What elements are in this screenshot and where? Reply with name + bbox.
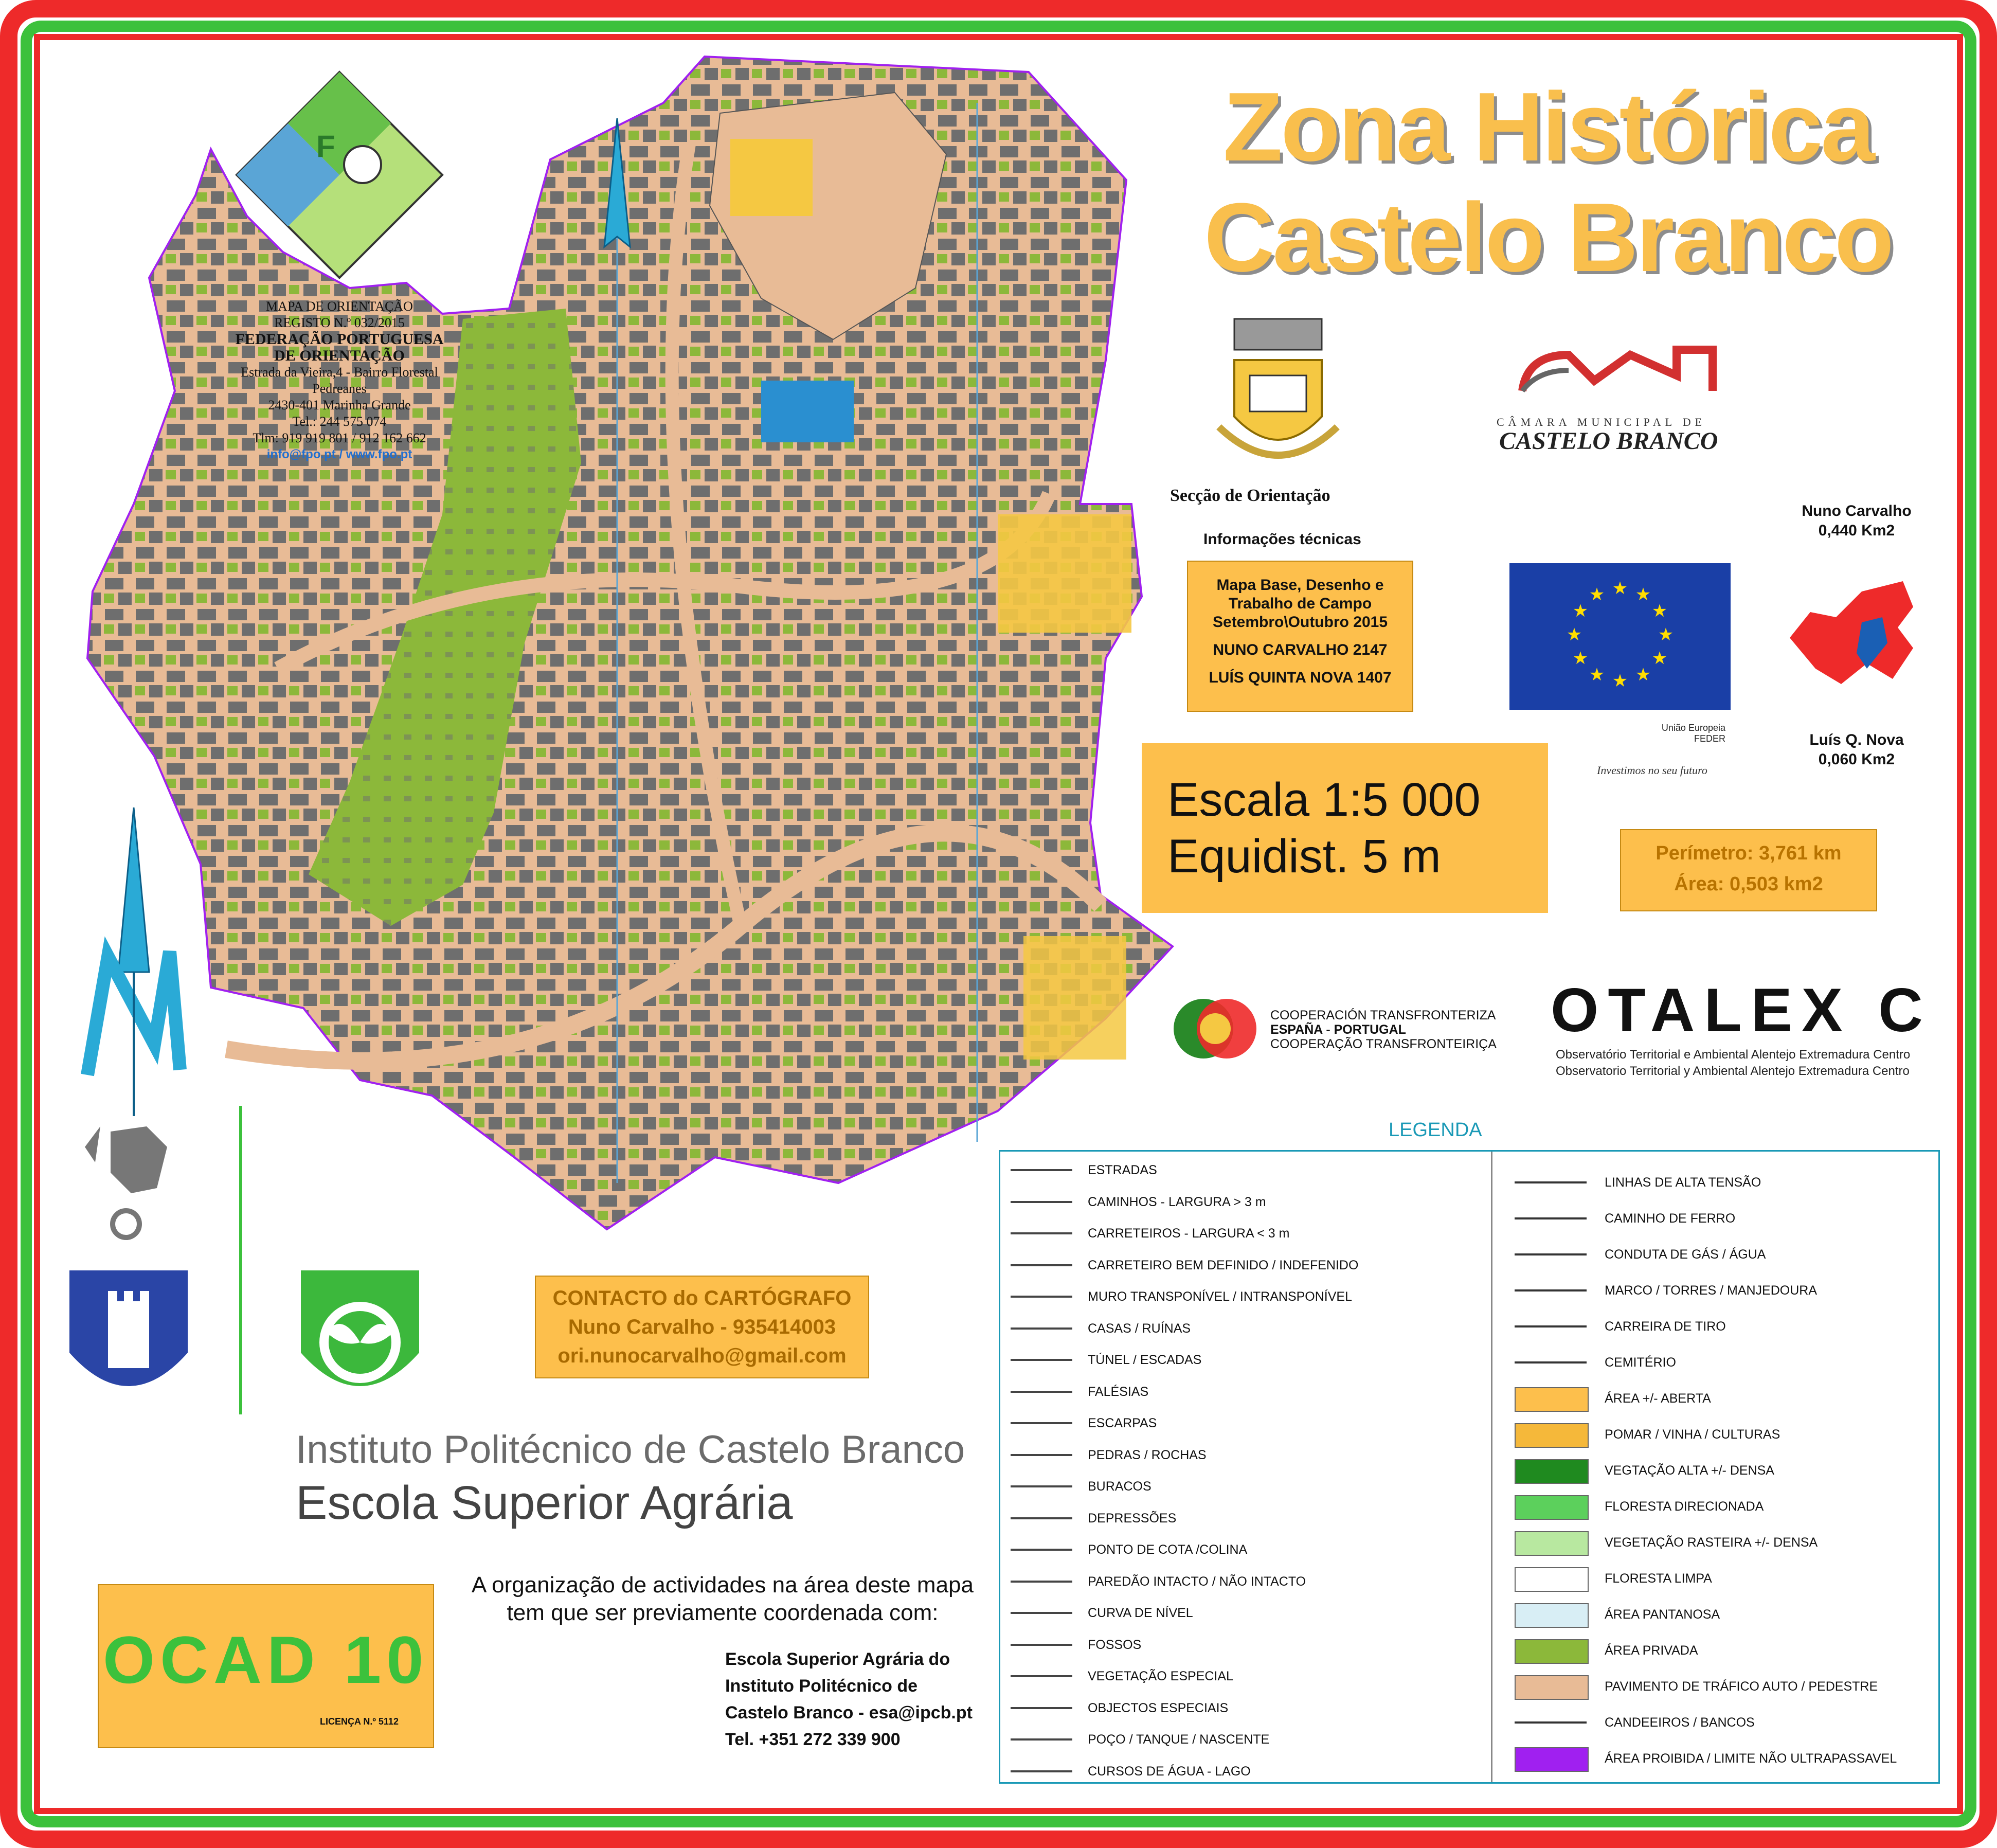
svg-text:★: ★ (1651, 648, 1668, 669)
area-author-2-value: 0,060 Km2 (1818, 751, 1895, 768)
fpo-name-1: FEDERAÇÃO PORTUGUESA (235, 331, 444, 348)
svg-text:★: ★ (1651, 601, 1668, 621)
eu-label-2: FEDER (1694, 733, 1725, 744)
eu-flag-icon (1509, 563, 1731, 710)
north-arrow-icon (77, 802, 190, 1121)
legend-symbol (1515, 1495, 1589, 1520)
title-line-2: Castelo Branco (1204, 183, 1892, 292)
esa-leaf-icon (296, 1265, 424, 1420)
contact-email[interactable]: ori.nunocarvalho@gmail.com (557, 1344, 847, 1367)
legend-item: ÁREA PROIBIDA / LIMITE NÃO ULTRAPASSAVEL (1605, 1751, 1897, 1766)
ocad-logo: OCAD 10 (103, 1622, 429, 1697)
tech-line-2: Trabalho de Campo (1228, 595, 1372, 612)
svg-text:★: ★ (1572, 601, 1589, 621)
legend-item: CONDUTA DE GÁS / ÁGUA (1605, 1247, 1766, 1262)
legend-symbol (1011, 1264, 1072, 1266)
svg-text:★: ★ (1635, 665, 1651, 685)
legend-item: CURVA DE NÍVEL (1088, 1606, 1193, 1620)
legend-item: CARREIRA DE TIRO (1605, 1319, 1726, 1334)
eu-label (1643, 723, 1725, 744)
poctep-line-2: ESPAÑA - PORTUGAL (1270, 1022, 1406, 1037)
camara-line-1: CÂMARA MUNICIPAL DE (1497, 416, 1706, 428)
org-notice-line-2: tem que ser previamente coordenada com: (507, 1600, 939, 1625)
fpo-tel: Tel.: 244 575 074 (292, 414, 387, 429)
legend-item: CANDEEIROS / BANCOS (1605, 1715, 1755, 1730)
legend-symbol (1011, 1327, 1072, 1330)
tech-line-3: Setembro\Outubro 2015 (1212, 614, 1388, 631)
contact-heading: CONTACTO do CARTÓGRAFO (552, 1287, 852, 1309)
legend-symbol (1011, 1169, 1072, 1171)
scale-label: Escala 1:5 000 (1167, 774, 1481, 826)
otalex-logo: OTALEX C (1551, 976, 1932, 1045)
legend-symbol (1515, 1217, 1587, 1219)
equidistance-label: Equidist. 5 m (1167, 830, 1441, 883)
legend-divider (1491, 1152, 1492, 1782)
legend-item: CAMINHO DE FERRO (1605, 1211, 1736, 1226)
tech-info-heading: Informações técnicas (1203, 531, 1361, 548)
legend-symbol (1515, 1747, 1589, 1772)
map-title (1157, 72, 1939, 293)
fpo-address-2: Pedreanes (312, 381, 367, 396)
tech-line-1: Mapa Base, Desenho e (1216, 577, 1384, 594)
legend-symbol (1515, 1675, 1589, 1700)
legend-symbol (1515, 1361, 1587, 1363)
yellow-block (998, 514, 1131, 633)
eu-label-1: União Europeia (1661, 723, 1725, 733)
otalex-text (1556, 1047, 1910, 1080)
legend-item: ÁREA PRIVADA (1605, 1643, 1698, 1658)
tech-author-2: LUÍS QUINTA NOVA 1407 (1209, 669, 1392, 686)
perimeter-label: Perímetro: 3,761 km (1656, 842, 1842, 864)
contact-name: Nuno Carvalho - 935414003 (568, 1316, 836, 1338)
svg-text:★: ★ (1612, 578, 1628, 599)
svg-text:★: ★ (1572, 648, 1589, 669)
plaza (1023, 936, 1126, 1060)
legend-item: POMAR / VINHA / CULTURAS (1605, 1427, 1780, 1442)
legend-symbol (1011, 1707, 1072, 1709)
legend-item: ÁREA PANTANOSA (1605, 1607, 1720, 1622)
poctep-logo-icon (1170, 990, 1263, 1067)
fpo-address-1: Estrada da Vieira,4 - Bairro Florestal (241, 365, 438, 380)
legend-symbol (1011, 1675, 1072, 1677)
legend-item: CASAS / RUÍNAS (1088, 1321, 1191, 1336)
legend-item: FLORESTA DIRECIONADA (1605, 1499, 1764, 1514)
legend-item: BURACOS (1088, 1479, 1152, 1494)
otalex-line-1: Observatório Territorial e Ambiental Alentejo Extremadura Centro (1556, 1048, 1911, 1062)
cartographer-contact-box (535, 1276, 869, 1378)
legend-box (999, 1150, 1940, 1784)
svg-text:★: ★ (1658, 624, 1674, 645)
legend-symbol (1011, 1296, 1072, 1298)
legend-item: PAVIMENTO DE TRÁFICO AUTO / PEDESTRE (1605, 1679, 1878, 1694)
legend-symbol (1515, 1289, 1587, 1291)
legend-item: CEMITÉRIO (1605, 1355, 1676, 1370)
legend-symbol (1515, 1531, 1589, 1556)
registo-label: REGISTO N.º 032/2015 (274, 315, 405, 330)
legend-symbol (1515, 1181, 1587, 1183)
legend-symbol (1515, 1325, 1587, 1327)
legend-item: MURO TRANSPONÍVEL / INTRANSPONÍVEL (1088, 1289, 1352, 1304)
legend-item: FLORESTA LIMPA (1605, 1571, 1712, 1586)
legend-item: CARRETEIRO BEM DEFINIDO / INDEFENIDO (1088, 1258, 1359, 1272)
map-type-label: MAPA DE ORIENTAÇÃO (266, 299, 413, 314)
org-contact-2: Instituto Politécnico de (725, 1676, 918, 1696)
poctep-text (1270, 1008, 1497, 1051)
sports-field (730, 139, 813, 216)
svg-text:F: F (316, 129, 335, 164)
legend-symbol (1011, 1738, 1072, 1741)
ipcb-emblem-icon (69, 1116, 193, 1250)
svg-text:★: ★ (1635, 584, 1651, 605)
ipcb-name: Instituto Politécnico de Castelo Branco (296, 1428, 965, 1472)
legend-symbol (1515, 1387, 1589, 1412)
poctep-line-1: COOPERACIÓN TRANSFRONTERIZA (1270, 1008, 1496, 1022)
legend-symbol (1011, 1201, 1072, 1203)
area-split-map-icon (1779, 566, 1934, 699)
legend-item: ESCARPAS (1088, 1416, 1157, 1430)
legend-symbol (1515, 1567, 1589, 1592)
title-line-1: Zona Histórica (1223, 73, 1873, 182)
legend-symbol (1515, 1423, 1589, 1448)
legend-symbol (1011, 1549, 1072, 1551)
section-label: Secção de Orientação (1170, 486, 1330, 505)
legend-item: TÚNEL / ESCADAS (1088, 1353, 1202, 1367)
legend-item: ESTRADAS (1088, 1163, 1157, 1177)
perimeter-box (1620, 829, 1877, 911)
legend-item: FOSSOS (1088, 1637, 1142, 1652)
legend-item: POÇO / TANQUE / NASCENTE (1088, 1732, 1270, 1747)
legend-title: LEGENDA (1389, 1119, 1482, 1141)
svg-text:★: ★ (1589, 665, 1605, 685)
org-contact-4: Tel. +351 272 339 900 (725, 1730, 901, 1749)
fpo-logo (226, 62, 453, 288)
legend-symbol (1011, 1770, 1072, 1772)
area-author-2-name: Luís Q. Nova (1809, 731, 1904, 748)
legend-symbol (1011, 1485, 1072, 1487)
legend-symbol (1011, 1612, 1072, 1614)
legend-symbol (1011, 1232, 1072, 1234)
legend-symbol (1515, 1639, 1589, 1664)
legend-symbol (1011, 1644, 1072, 1646)
legend-item: CARRETEIROS - LARGURA < 3 m (1088, 1226, 1290, 1241)
otalex-line-2: Observatorio Territorial y Ambiental Alentejo Extremadura Centro (1556, 1064, 1910, 1078)
area-author-2 (1795, 730, 1918, 769)
org-notice-line-1: A organização de actividades na área deste mapa (472, 1572, 974, 1598)
fpo-links[interactable]: info@fpo.pt / www.fpo.pt (266, 447, 412, 461)
legend-item: VEGETAÇÃO RASTEIRA +/- DENSA (1605, 1535, 1818, 1550)
legend-item: PONTO DE COTA /COLINA (1088, 1542, 1248, 1557)
legend-symbol (1011, 1391, 1072, 1393)
legend-symbol (1515, 1253, 1587, 1255)
legend-item: FALÉSIAS (1088, 1384, 1149, 1399)
svg-text:★: ★ (1566, 624, 1582, 645)
legend-item: MARCO / TORRES / MANJEDOURA (1605, 1283, 1818, 1298)
ocad-license: LICENÇA N.º 5112 (320, 1716, 399, 1727)
area-author-1-value: 0,440 Km2 (1818, 522, 1895, 539)
org-contact-1: Escola Superior Agrária do (725, 1649, 950, 1669)
svg-text:★: ★ (1589, 584, 1605, 605)
legend-symbol (1011, 1454, 1072, 1456)
legend-symbol (1515, 1721, 1587, 1724)
area-author-1-name: Nuno Carvalho (1802, 503, 1912, 519)
legend-item: CURSOS DE ÁGUA - LAGO (1088, 1764, 1251, 1779)
ipcb-tower-icon (64, 1265, 193, 1420)
coat-of-arms-icon (1203, 309, 1353, 478)
ocad-box (98, 1584, 434, 1748)
legend-symbol (1011, 1581, 1072, 1583)
legend-item: PEDRAS / ROCHAS (1088, 1447, 1207, 1462)
pool (761, 381, 854, 442)
camara-line-2: CASTELO BRANCO (1499, 427, 1718, 455)
divider-line (239, 1106, 242, 1414)
esa-name: Escola Superior Agrária (296, 1477, 793, 1529)
tech-info-box (1187, 561, 1413, 712)
legend-item: ÁREA +/- ABERTA (1605, 1391, 1711, 1406)
legend-item: LINHAS DE ALTA TENSÃO (1605, 1175, 1761, 1190)
eu-motto: Investimos no seu futuro (1597, 764, 1707, 777)
legend-symbol (1515, 1603, 1589, 1628)
legend-item: OBJECTOS ESPECIAIS (1088, 1700, 1229, 1715)
legend-item: PAREDÃO INTACTO / NÃO INTACTO (1088, 1574, 1306, 1589)
legend-item: CAMINHOS - LARGURA > 3 m (1088, 1194, 1266, 1209)
legend-item: VEGTAÇÃO ALTA +/- DENSA (1605, 1463, 1774, 1478)
legend-symbol (1011, 1359, 1072, 1361)
area-author-1 (1795, 501, 1918, 541)
tech-author-1: NUNO CARVALHO 2147 (1213, 641, 1388, 658)
organization-notice (453, 1571, 993, 1627)
org-contact-3: Castelo Branco - esa@ipcb.pt (725, 1703, 973, 1723)
area-label: Área: 0,503 km2 (1674, 873, 1823, 895)
legend-item: DEPRESSÕES (1088, 1511, 1177, 1526)
fpo-tlm: Tlm: 919 919 801 / 912 162 662 (253, 430, 426, 445)
camara-logo-icon (1507, 334, 1743, 422)
organization-contact (725, 1646, 973, 1753)
fpo-info (221, 298, 458, 463)
legend-item: VEGETAÇÃO ESPECIAL (1088, 1669, 1233, 1683)
scale-box (1142, 743, 1548, 913)
legend-symbol (1011, 1517, 1072, 1519)
fpo-address-3: 2430-401 Marinha Grande (268, 398, 411, 412)
fpo-name-2: DE ORIENTAÇÃO (274, 347, 405, 364)
legend-symbol (1011, 1422, 1072, 1424)
poctep-line-3: COOPERAÇÃO TRANSFRONTEIRIÇA (1270, 1037, 1497, 1051)
svg-text:★: ★ (1612, 671, 1628, 691)
legend-symbol (1515, 1459, 1589, 1484)
